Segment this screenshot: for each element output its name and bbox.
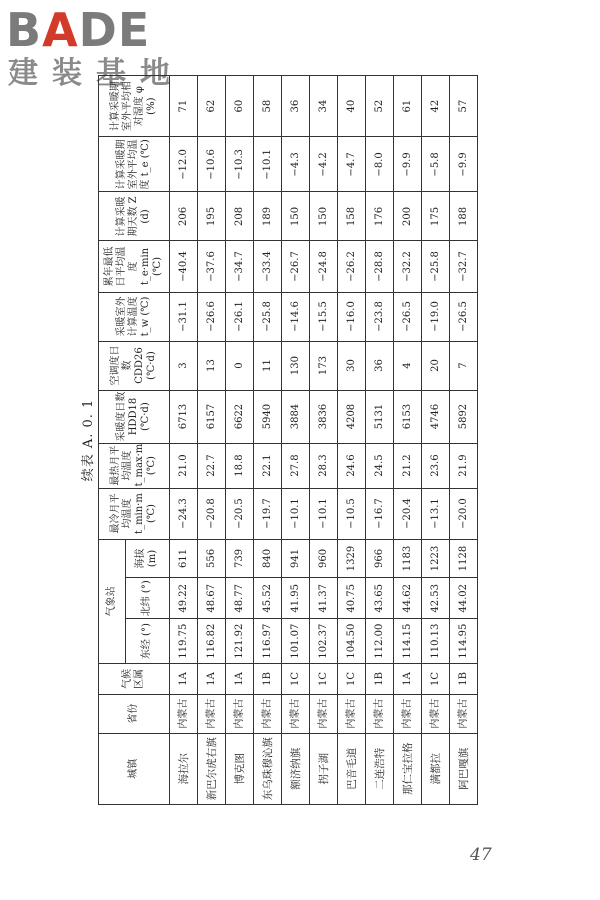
table-cell: −26.6 <box>198 292 226 341</box>
table-cell: 48.77 <box>226 578 254 619</box>
table-cell: 158 <box>338 192 366 241</box>
table-cell: 22.7 <box>198 443 226 488</box>
table-cell: 4746 <box>422 390 450 443</box>
table-row <box>254 76 282 805</box>
table-cell: 200 <box>394 192 422 241</box>
table-cell: 173 <box>310 341 338 390</box>
table-cell: −24.8 <box>310 241 338 292</box>
table-cell: −4.7 <box>338 137 366 192</box>
table-cell: 49.22 <box>170 578 198 619</box>
table-cell: 556 <box>198 539 226 578</box>
climate-data-table <box>98 75 478 805</box>
table-cell: 130 <box>282 341 310 390</box>
table-cell: 48.67 <box>198 578 226 619</box>
table-cell: 30 <box>338 341 366 390</box>
table-cell: −20.4 <box>394 488 422 539</box>
table-cell: 东乌珠穆沁旗 <box>254 733 282 804</box>
table-cell: 1A <box>198 664 226 695</box>
table-row <box>394 76 422 805</box>
table-cell: 71 <box>170 76 198 137</box>
table-cell: −4.2 <box>310 137 338 192</box>
table-cell: −23.8 <box>366 292 394 341</box>
table-cell: −10.1 <box>254 137 282 192</box>
table-cell: 内蒙古 <box>170 694 198 733</box>
table-cell: 1A <box>394 664 422 695</box>
table-cell: 40 <box>338 76 366 137</box>
table-cell: 41.95 <box>282 578 310 619</box>
table-cell: 44.62 <box>394 578 422 619</box>
table-cell: 1C <box>422 664 450 695</box>
table-cell: −33.4 <box>254 241 282 292</box>
table-cell: 5940 <box>254 390 282 443</box>
table-cell: 1A <box>226 664 254 695</box>
table-cell: 二连浩特 <box>366 733 394 804</box>
table-cell: 41.37 <box>310 578 338 619</box>
table-cell: −32.7 <box>450 241 478 292</box>
header-humidity: 计算采暖期室外平均相对湿度 φ (%) <box>99 76 170 137</box>
table-cell: −14.6 <box>282 292 310 341</box>
table-cell: 42.53 <box>422 578 450 619</box>
table-cell: −20.0 <box>450 488 478 539</box>
table-cell: 941 <box>282 539 310 578</box>
table-cell: 44.02 <box>450 578 478 619</box>
table-cell: −10.3 <box>226 137 254 192</box>
table-cell: −20.5 <box>226 488 254 539</box>
table-cell: 175 <box>422 192 450 241</box>
table-cell: −26.2 <box>338 241 366 292</box>
table-cell: 新巴尔虎右旗 <box>198 733 226 804</box>
table-cell: 206 <box>170 192 198 241</box>
table-cell: 195 <box>198 192 226 241</box>
table-cell: 4208 <box>338 390 366 443</box>
table-cell: 960 <box>310 539 338 578</box>
table-cell: 内蒙古 <box>450 694 478 733</box>
table-cell: 121.92 <box>226 619 254 664</box>
table-cell: 6622 <box>226 390 254 443</box>
table-cell: 1B <box>366 664 394 695</box>
table-cell: 840 <box>254 539 282 578</box>
table-cell: 23.6 <box>422 443 450 488</box>
table-cell: 21.2 <box>394 443 422 488</box>
table-cell: −4.3 <box>282 137 310 192</box>
table-cell: 内蒙古 <box>282 694 310 733</box>
table-cell: 966 <box>366 539 394 578</box>
table-cell: 内蒙古 <box>198 694 226 733</box>
table-cell: −25.8 <box>254 292 282 341</box>
brand-subtitle: 建装基地 <box>8 56 184 91</box>
table-cell: 5131 <box>366 390 394 443</box>
table-row <box>366 76 394 805</box>
header-longitude: 东经 (°) <box>125 619 169 664</box>
table-cell: 28.3 <box>310 443 338 488</box>
table-cell: 150 <box>282 192 310 241</box>
table-cell: 6153 <box>394 390 422 443</box>
table-cell: 24.6 <box>338 443 366 488</box>
table-cell: 739 <box>226 539 254 578</box>
table-cell: −16.7 <box>366 488 394 539</box>
table-cell: 60 <box>226 76 254 137</box>
table-cell: 62 <box>198 76 226 137</box>
table-cell: 20 <box>422 341 450 390</box>
header-province: 省份 <box>99 694 170 733</box>
table-cell: 13 <box>198 341 226 390</box>
table-cell: 21.0 <box>170 443 198 488</box>
table-cell: 满都拉 <box>422 733 450 804</box>
header-city: 城镇 <box>99 733 170 804</box>
table-cell: 27.8 <box>282 443 310 488</box>
table-cell: −19.0 <box>422 292 450 341</box>
table-cell: 102.37 <box>310 619 338 664</box>
table-cell: 57 <box>450 76 478 137</box>
table-cell: −28.8 <box>366 241 394 292</box>
table-cell: 1B <box>254 664 282 695</box>
table-cell: 104.50 <box>338 619 366 664</box>
table-title: 续表 A. 0. 1 <box>81 398 96 482</box>
table-cell: 内蒙古 <box>366 694 394 733</box>
table-cell: 208 <box>226 192 254 241</box>
table-cell: −9.9 <box>450 137 478 192</box>
table-cell: −8.0 <box>366 137 394 192</box>
table-cell: −25.8 <box>422 241 450 292</box>
table-cell: −15.5 <box>310 292 338 341</box>
table-cell: 1128 <box>450 539 478 578</box>
table-cell: 22.1 <box>254 443 282 488</box>
table-cell: −34.7 <box>226 241 254 292</box>
table-cell: 188 <box>450 192 478 241</box>
table-cell: 7 <box>450 341 478 390</box>
table-cell: 0 <box>226 341 254 390</box>
table-cell: 内蒙古 <box>422 694 450 733</box>
table-cell: 18.8 <box>226 443 254 488</box>
table-cell: 110.13 <box>422 619 450 664</box>
table-cell: 24.5 <box>366 443 394 488</box>
table-cell: −32.2 <box>394 241 422 292</box>
table-cell: 1C <box>282 664 310 695</box>
table-cell: 119.75 <box>170 619 198 664</box>
table-cell: 189 <box>254 192 282 241</box>
table-cell: −31.1 <box>170 292 198 341</box>
table-cell: −10.1 <box>310 488 338 539</box>
table-cell: 1329 <box>338 539 366 578</box>
table-cell: 40.75 <box>338 578 366 619</box>
table-cell: 拐子湖 <box>310 733 338 804</box>
table-cell: −16.0 <box>338 292 366 341</box>
table-cell: 1223 <box>422 539 450 578</box>
table-cell: 海拉尔 <box>170 733 198 804</box>
table-cell: −26.5 <box>394 292 422 341</box>
table-cell: 内蒙古 <box>394 694 422 733</box>
table-cell: 176 <box>366 192 394 241</box>
header-min-daily: 累年最低日平均温度 t_e·min (℃) <box>99 241 170 292</box>
header-climate-zone: 气候区属 <box>99 664 170 695</box>
table-cell: 114.95 <box>450 619 478 664</box>
table-cell: 内蒙古 <box>254 694 282 733</box>
table-cell: 6713 <box>170 390 198 443</box>
table-cell: 1C <box>338 664 366 695</box>
table-cell: −37.6 <box>198 241 226 292</box>
table-cell: 45.52 <box>254 578 282 619</box>
table-cell: 1B <box>450 664 478 695</box>
table-cell: 611 <box>170 539 198 578</box>
table-cell: 61 <box>394 76 422 137</box>
header-heating-temp: 计算采暖期室外平均温度 t_e (℃) <box>99 137 170 192</box>
table-cell: −10.1 <box>282 488 310 539</box>
header-coldest-month: 最冷月平均温度 t_min·m (℃) <box>99 488 170 539</box>
table-cell: 43.65 <box>366 578 394 619</box>
table-cell: 巴音毛道 <box>338 733 366 804</box>
table-cell: 1A <box>170 664 198 695</box>
table-row <box>450 76 478 805</box>
table-cell: 42 <box>422 76 450 137</box>
table-cell: 内蒙古 <box>338 694 366 733</box>
table-cell: 36 <box>282 76 310 137</box>
table-cell: 额济纳旗 <box>282 733 310 804</box>
table-cell: 5892 <box>450 390 478 443</box>
table-cell: −24.3 <box>170 488 198 539</box>
table-cell: −9.9 <box>394 137 422 192</box>
table-cell: 3836 <box>310 390 338 443</box>
table-cell: 34 <box>310 76 338 137</box>
table-cell: −10.5 <box>338 488 366 539</box>
table-cell: 11 <box>254 341 282 390</box>
table-cell: −20.8 <box>198 488 226 539</box>
climate-table-sheet <box>80 75 478 805</box>
table-cell: 3 <box>170 341 198 390</box>
header-design-temp: 采暖室外计算温度 t_w (℃) <box>99 292 170 341</box>
header-hottest-month: 最热月平均温度 t_max·m (℃) <box>99 443 170 488</box>
header-cdd: 空调度日数 CDD26 (℃·d) <box>99 341 170 390</box>
table-cell: 58 <box>254 76 282 137</box>
header-station: 气象站 <box>99 539 126 664</box>
table-row <box>170 76 198 805</box>
table-cell: 内蒙古 <box>226 694 254 733</box>
table-cell: 4 <box>394 341 422 390</box>
table-cell: 博克图 <box>226 733 254 804</box>
table-cell: −26.1 <box>226 292 254 341</box>
table-cell: 1C <box>310 664 338 695</box>
header-heating-days: 计算采暖期天数 Z (d) <box>99 192 170 241</box>
table-cell: −12.0 <box>170 137 198 192</box>
page-number: 47 <box>470 845 492 865</box>
table-cell: −5.8 <box>422 137 450 192</box>
table-cell: 150 <box>310 192 338 241</box>
table-cell: 1183 <box>394 539 422 578</box>
table-cell: 114.15 <box>394 619 422 664</box>
table-cell: 3884 <box>282 390 310 443</box>
header-hdd: 采暖度日数 HDD18 (℃·d) <box>99 390 170 443</box>
table-cell: 6157 <box>198 390 226 443</box>
table-row <box>198 76 226 805</box>
table-cell: 阿巴嘎旗 <box>450 733 478 804</box>
table-cell: −40.4 <box>170 241 198 292</box>
table-cell: 36 <box>366 341 394 390</box>
table-cell: 116.82 <box>198 619 226 664</box>
header-latitude: 北纬 (°) <box>125 578 169 619</box>
table-cell: −13.1 <box>422 488 450 539</box>
table-cell: −26.5 <box>450 292 478 341</box>
table-cell: 那仁宝拉格 <box>394 733 422 804</box>
table-row <box>422 76 450 805</box>
table-cell: 112.00 <box>366 619 394 664</box>
brand-wordmark: BADE <box>6 3 151 57</box>
table-cell: 内蒙古 <box>310 694 338 733</box>
table-cell: −19.7 <box>254 488 282 539</box>
table-cell: −26.7 <box>282 241 310 292</box>
table-cell: 21.9 <box>450 443 478 488</box>
table-cell: 52 <box>366 76 394 137</box>
header-altitude: 海拔 (m) <box>125 539 169 578</box>
table-row <box>310 76 338 805</box>
table-cell: −10.6 <box>198 137 226 192</box>
table-row <box>226 76 254 805</box>
table-cell: 101.07 <box>282 619 310 664</box>
table-cell: 116.97 <box>254 619 282 664</box>
table-row <box>282 76 310 805</box>
table-row <box>338 76 366 805</box>
